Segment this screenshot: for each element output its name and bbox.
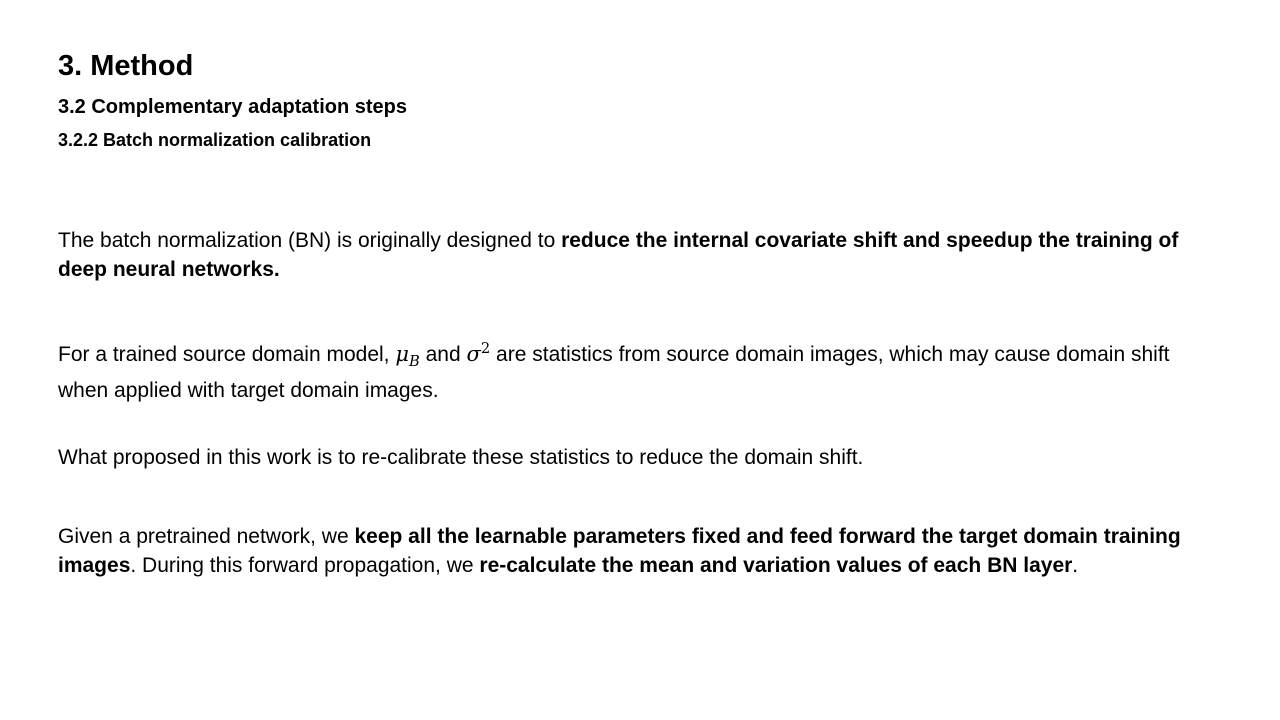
text-segment: and xyxy=(419,343,467,366)
text-segment: . During this forward propagation, we xyxy=(130,554,480,577)
text-segment: For a trained source domain model, xyxy=(58,343,396,366)
slide-title: 3. Method xyxy=(58,50,194,82)
slide-subtitle: 3.2 Complementary adaptation steps xyxy=(58,96,407,118)
math-mu-b xyxy=(395,342,420,371)
bold-segment: re-calculate the mean and variation values of each BN layer xyxy=(479,554,1073,577)
text-segment: Given a pretrained network, we xyxy=(58,525,355,548)
bold-segment: reduce the internal covariate shift and speedup the training of deep neural networks. xyxy=(58,229,1179,281)
math-subscript-b: B xyxy=(409,353,420,371)
text-segment: What proposed in this work is to re-calibrate these statistics to reduce the domain shift. xyxy=(58,446,864,469)
math-sigma-squared xyxy=(467,342,491,366)
math-symbol-mu: μ xyxy=(395,342,409,366)
text-segment: The batch normalization (BN) is originally designed to xyxy=(58,229,562,252)
math-symbol-sigma: σ xyxy=(466,342,481,366)
math-superscript-2: 2 xyxy=(480,340,491,357)
text-segment: . xyxy=(1072,554,1079,577)
paragraph-proposal xyxy=(58,443,1218,472)
slide-subsubtitle: 3.2.2 Batch normalization calibration xyxy=(58,130,372,150)
paragraph-procedure xyxy=(58,522,1218,580)
paragraph-source-statistics xyxy=(58,334,1218,405)
paragraph-bn-purpose xyxy=(58,226,1218,284)
text-segment: are statistics from source domain images, which may cause domain shift when applied with target domain images. xyxy=(58,343,1170,403)
bold-segment: keep all the learnable parameters fixed and feed forward the target domain training images xyxy=(58,525,1181,577)
